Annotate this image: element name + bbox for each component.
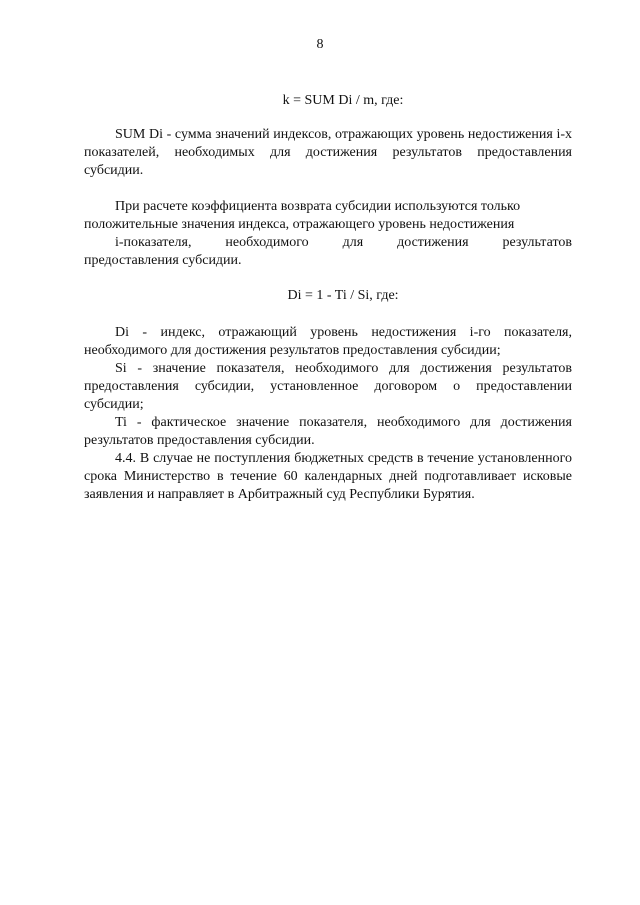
document-body: [84, 92, 572, 504]
paragraph-calc-line-1: При расчете коэффициента возврата субсидии используются только положительные значения индекса, отражающего уровень недостижения: [84, 199, 521, 232]
paragraph-di-definition: Di - индекс, отражающий уровень недостижения i-го показателя, необходимого для достижения результатов предоставления субсидии;: [84, 325, 572, 358]
paragraph-calc-line-3: предоставления субсидии.: [84, 253, 242, 268]
formula-di: Di = 1 - Ti / Si, где:: [287, 288, 399, 303]
paragraph-ti-definition: Ti - фактическое значение показателя, необходимого для достижения результатов предоставления субсидии.: [84, 415, 572, 448]
formula-k: k = SUM Di / m, где:: [282, 93, 404, 108]
paragraph-sum-di: SUM Di - сумма значений индексов, отражающих уровень недостижения i-х показателей, необходимых для достижения результатов предоставления субсидии.: [84, 127, 572, 178]
page-number: 8: [316, 37, 324, 52]
paragraph-si-definition: Si - значение показателя, необходимого для достижения результатов предоставления субсидии, установленное договором о предоставлении субсидии;: [84, 361, 572, 412]
paragraph-calc-line-2: i-показателя, необходимого для достижения результатов: [115, 235, 572, 250]
paragraph-4-4: 4.4. В случае не поступления бюджетных средств в течение установленного срока Министерство в течение 60 календарных дней подготавливает исковые заявления и направляет в Арбитражный суд Республики Бурятия.: [84, 451, 572, 502]
